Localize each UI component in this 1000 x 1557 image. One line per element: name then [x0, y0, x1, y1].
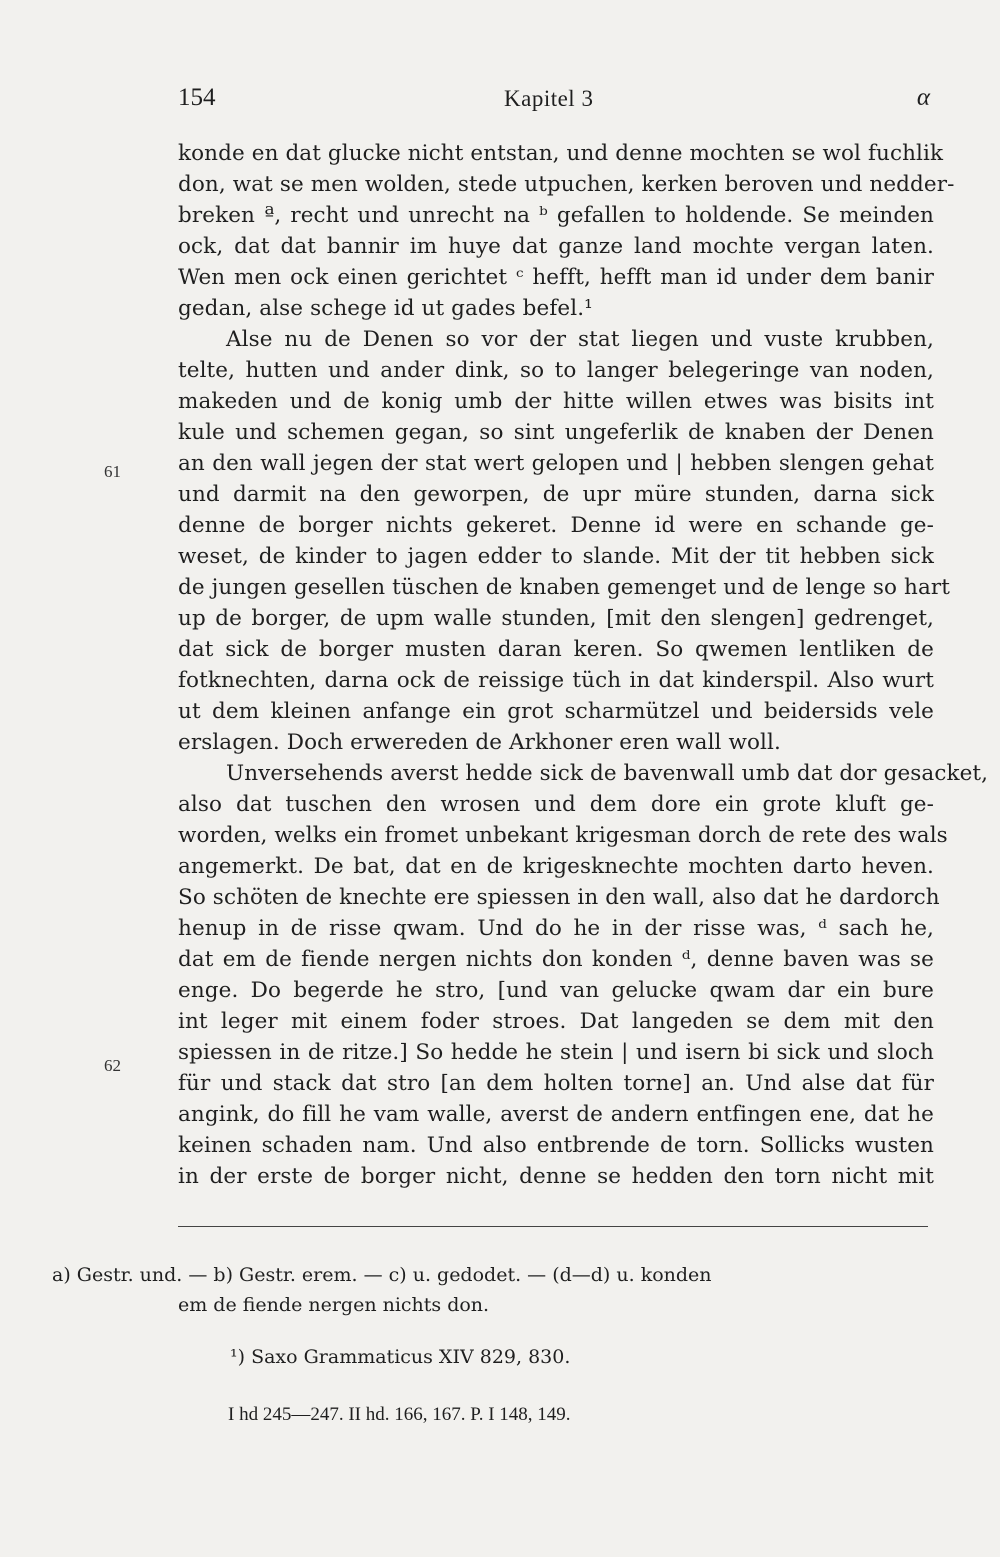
text-line: angink, do fill he vam walle, averst de andern entfingen ene, dat he	[178, 1102, 934, 1127]
margin-number: 61	[104, 462, 121, 481]
text-line: dat em de fiende nergen nichts don konden ᵈ, denne baven was se	[178, 947, 934, 972]
text-line: angemerkt. De bat, dat en de krigesknechte mochten darto heven.	[178, 854, 934, 879]
text-line: in der erste de borger nicht, denne se hedden den torn nicht mit	[178, 1164, 934, 1189]
margin-number: 62	[104, 1056, 121, 1075]
page-number: 154	[178, 84, 216, 111]
text-line: denne de borger nichts gekeret. Denne id were en schande ge-	[178, 513, 934, 538]
text-line: ut dem kleinen anfange ein grot scharmützel und beidersids vele	[178, 699, 934, 724]
text-line: spiessen in de ritze.] So hedde he stein | und isern bi sick und sloch	[178, 1040, 934, 1065]
text-line: int leger mit einem foder stroes. Dat langeden se dem mit den	[178, 1009, 934, 1034]
text-line: up de borger, de upm walle stunden, [mit den slengen] gedrenget,	[178, 606, 934, 631]
text-line: gedan, alse schege id ut gades befel.¹	[178, 296, 593, 321]
text-line: also dat tuschen den wrosen und dem dore ein grote kluft ge-	[178, 792, 934, 817]
source-references: I hd 245—247. II hd. 166, 167. P. I 148, 149.	[228, 1404, 571, 1425]
text-line: enge. Do begerde he stro, [und van gelucke qwam dar ein bure	[178, 978, 934, 1003]
text-line: Alse nu de Denen so vor der stat liegen und vuste krubben,	[226, 327, 934, 352]
text-line: an den wall jegen der stat wert gelopen und | hebben slengen gehat	[178, 451, 934, 476]
text-line: worden, welks ein fromet unbekant krigesman dorch de rete des wals	[178, 823, 948, 848]
text-line: erslagen. Doch erwereden de Arkhoner eren wall woll.	[178, 730, 781, 755]
text-line: breken ª, recht und unrecht na ᵇ gefallen to holdende. Se meinden	[178, 203, 934, 228]
text-line: ock, dat dat bannir im huye dat ganze land mochte vergan laten.	[178, 234, 934, 259]
text-line: don, wat se men wolden, stede utpuchen, kerken beroven und nedder-	[178, 172, 955, 197]
text-line: weset, de kinder to jagen edder to slande. Mit der tit hebben sick	[178, 544, 934, 569]
text-line: Wen men ock einen gerichtet ᶜ hefft, hefft man id under dem banir	[178, 265, 934, 290]
text-line: So schöten de knechte ere spiessen in den wall, also dat he dardorch	[178, 885, 940, 910]
text-line: für und stack dat stro [an dem holten torne] an. Und alse dat für	[178, 1071, 934, 1096]
apparatus-note: a) Gestr. und. — b) Gestr. erem. — c) u. gedodet. — (d—d) u. konden	[52, 1264, 712, 1286]
text-line: keinen schaden nam. Und also entbrende de torn. Sollicks wusten	[178, 1133, 934, 1158]
text-line: Unversehends averst hedde sick de bavenwall umb dat dor gesacket,	[226, 761, 989, 786]
text-line: dat sick de borger musten daran keren. So qwemen lentliken de	[178, 637, 934, 662]
text-line: und darmit na den geworpen, de upr müre stunden, darna sick	[178, 482, 934, 507]
text-line: henup in de risse qwam. Und do he in der risse was, ᵈ sach he,	[178, 916, 934, 941]
text-line: konde en dat glucke nicht entstan, und denne mochten se wol fuchlik	[178, 141, 944, 166]
text-line: fotknechten, darna ock de reissige tüch in dat kinderspil. Also wurt	[178, 668, 934, 693]
text-line: kule und schemen gegan, so sint ungeferlik de knaben der Denen	[178, 420, 934, 445]
chapter-title: Kapitel 3	[504, 86, 594, 111]
text-line: makeden und de konig umb der hitte willen etwes was bisits int	[178, 389, 934, 414]
apparatus-note-continued: em de fiende nergen nichts don.	[178, 1294, 490, 1316]
source-footnote: ¹) Saxo Grammaticus XIV 829, 830.	[230, 1346, 571, 1368]
text-line: de jungen gesellen tüschen de knaben gemenget und de lenge so hart	[178, 575, 951, 600]
section-letter: α	[916, 84, 930, 111]
text-line: telte, hutten und ander dink, so to langer belegeringe van noden,	[178, 358, 934, 383]
footnote-divider	[178, 1226, 928, 1227]
running-head	[178, 84, 934, 120]
